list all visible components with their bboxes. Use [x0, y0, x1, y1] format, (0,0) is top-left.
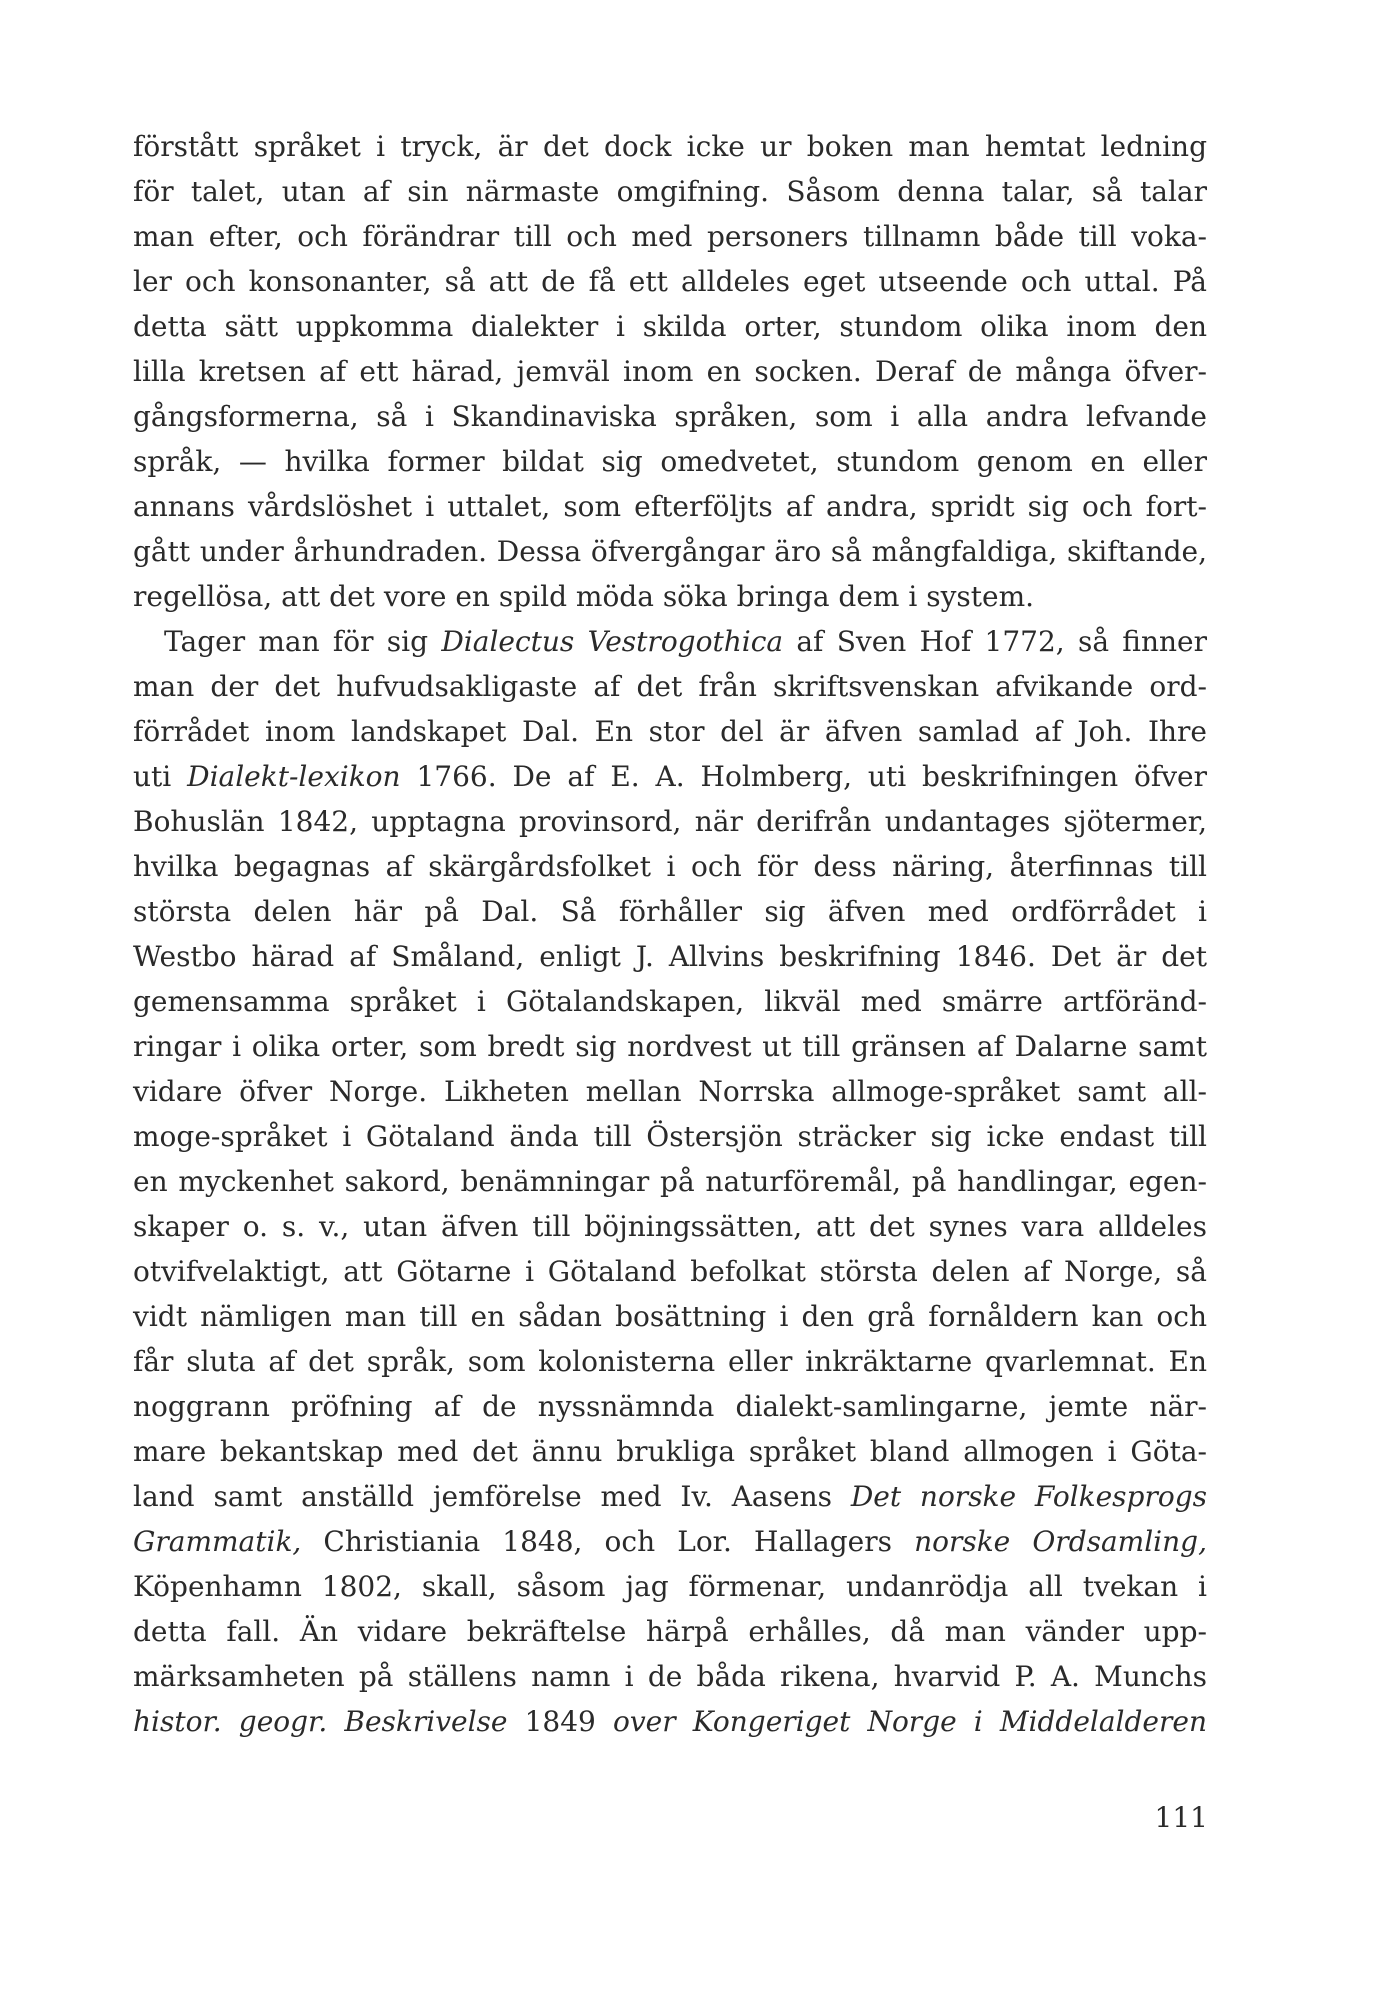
text-segment: otvifvelaktigt, att Götarne i Götaland befolkat största delen af Norge, så [133, 1255, 1207, 1288]
text-segment: Tager man för sig [164, 625, 442, 658]
text-line [133, 1249, 1207, 1294]
text-line [133, 889, 1207, 934]
text-segment: förstått språket i tryck, är det dock icke ur boken man hemtat ledning [133, 130, 1207, 163]
text-segment: vidare öfver Norge. Likheten mellan Norrska allmoge-språket samt all- [133, 1075, 1207, 1108]
page-number: 111 [1154, 1801, 1208, 1834]
text-segment: största delen här på Dal. Så förhåller sig äfven med ordförrådet i [133, 895, 1207, 928]
text-segment: land samt anställd jemförelse med Iv. Aasens [133, 1480, 851, 1513]
text-line [133, 1609, 1207, 1654]
text-segment: gemensamma språket i Götalandskapen, likväl med smärre artföränd- [133, 985, 1207, 1018]
text-segment: af Sven Hof 1772, så finner [783, 625, 1207, 658]
text-line [133, 754, 1207, 799]
text-segment: för talet, utan af sin närmaste omgifning. Såsom denna talar, så talar [133, 175, 1207, 208]
text-line [133, 799, 1207, 844]
text-segment: mare bekantskap med det ännu brukliga språket bland allmogen i Göta- [133, 1435, 1207, 1468]
text-line [133, 349, 1207, 394]
text-segment: detta fall. Än vidare bekräftelse härpå erhålles, då man vänder upp- [133, 1615, 1207, 1648]
italic-text: histor. geogr. Beskrivelse [133, 1705, 508, 1738]
italic-text: Dialekt-lexikon [187, 760, 401, 793]
italic-text: Grammatik, [133, 1525, 302, 1558]
text-line [133, 574, 1207, 619]
text-line [133, 1159, 1207, 1204]
text-line [133, 619, 1207, 664]
text-segment: språk, — hvilka former bildat sig omedvetet, stundom genom en eller [133, 445, 1207, 478]
text-segment: Bohuslän 1842, upptagna provinsord, när derifrån undantages sjötermer, [133, 805, 1207, 838]
text-segment: 1766. De af E. A. Holmberg, uti beskrifningen öfver [400, 760, 1207, 793]
text-segment: regellösa, att det vore en spild möda söka bringa dem i system. [133, 580, 1035, 613]
text-line [133, 259, 1207, 304]
text-line [133, 1024, 1207, 1069]
text-line [133, 1384, 1207, 1429]
text-segment: ler och konsonanter, så att de få ett alldeles eget utseende och uttal. På [133, 265, 1207, 298]
text-segment: man efter, och förändrar till och med personers tillnamn både till voka- [133, 220, 1207, 253]
italic-text: Dialectus Vestrogothica [441, 625, 784, 658]
text-line [133, 304, 1207, 349]
text-line [133, 1069, 1207, 1114]
text-segment: Köpenhamn 1802, skall, såsom jag förmenar, undanrödja all tvekan i [133, 1570, 1207, 1603]
text-line [133, 1204, 1207, 1249]
text-line [133, 1564, 1207, 1609]
text-line [133, 529, 1207, 574]
text-line [133, 1519, 1207, 1564]
text-segment: noggrann pröfning af de nyssnämnda dialekt-samlingarne, jemte när- [133, 1390, 1207, 1423]
italic-text: over Kongeriget Norge i Middelalderen [612, 1705, 1207, 1738]
text-segment: moge-språket i Götaland ända till Östersjön sträcker sig icke endast till [133, 1120, 1207, 1153]
text-line [133, 1474, 1207, 1519]
italic-text: Det norske Folkesprogs [850, 1480, 1208, 1513]
text-segment: 1849 [507, 1705, 613, 1738]
body-text [133, 124, 1207, 1744]
text-line [133, 1114, 1207, 1159]
text-segment: detta sätt uppkomma dialekter i skilda orter, stundom olika inom den [133, 310, 1207, 343]
text-line [133, 484, 1207, 529]
text-segment: annans vårdslöshet i uttalet, som efterföljts af andra, spridt sig och fort- [133, 490, 1207, 523]
text-line [133, 979, 1207, 1024]
text-line [133, 124, 1207, 169]
italic-text: norske Ordsamling, [914, 1525, 1207, 1558]
text-segment: Westbo härad af Småland, enligt J. Allvins beskrifning 1846. Det är det [133, 940, 1207, 973]
text-line [133, 214, 1207, 259]
text-line [133, 1429, 1207, 1474]
text-segment: ringar i olika orter, som bredt sig nordvest ut till gränsen af Dalarne samt [133, 1030, 1207, 1063]
text-segment: gångsformerna, så i Skandinaviska språken, som i alla andra lefvande [133, 400, 1207, 433]
text-segment: uti [133, 760, 188, 793]
text-segment: vidt nämligen man till en sådan bosättning i den grå fornåldern kan och [133, 1300, 1207, 1333]
text-segment: skaper o. s. v., utan äfven till böjningssätten, att det synes vara alldeles [133, 1210, 1207, 1243]
text-segment: en myckenhet sakord, benämningar på naturföremål, på handlingar, egen- [133, 1165, 1207, 1198]
text-line [133, 1294, 1207, 1339]
text-line [133, 709, 1207, 754]
text-line [133, 1699, 1207, 1744]
text-segment: Christiania 1848, och Lor. Hallagers [301, 1525, 915, 1558]
text-segment: får sluta af det språk, som kolonisterna eller inkräktarne qvarlemnat. En [133, 1345, 1207, 1378]
text-line [133, 169, 1207, 214]
text-segment: hvilka begagnas af skärgårdsfolket i och för dess näring, återfinnas till [133, 850, 1207, 883]
text-line [133, 664, 1207, 709]
text-line [133, 1339, 1207, 1384]
text-line [133, 394, 1207, 439]
text-segment: förrådet inom landskapet Dal. En stor del är äfven samlad af Joh. Ihre [133, 715, 1207, 748]
text-segment: man der det hufvudsakligaste af det från skriftsvenskan afvikande ord- [133, 670, 1207, 703]
text-segment: lilla kretsen af ett härad, jemväl inom en socken. Deraf de många öfver- [133, 355, 1207, 388]
text-line [133, 1654, 1207, 1699]
text-line [133, 844, 1207, 889]
text-line [133, 439, 1207, 484]
text-line [133, 934, 1207, 979]
text-segment: gått under århundraden. Dessa öfvergångar äro så mångfaldiga, skiftande, [133, 535, 1207, 568]
text-segment: märksamheten på ställens namn i de båda rikena, hvarvid P. A. Munchs [133, 1660, 1207, 1693]
